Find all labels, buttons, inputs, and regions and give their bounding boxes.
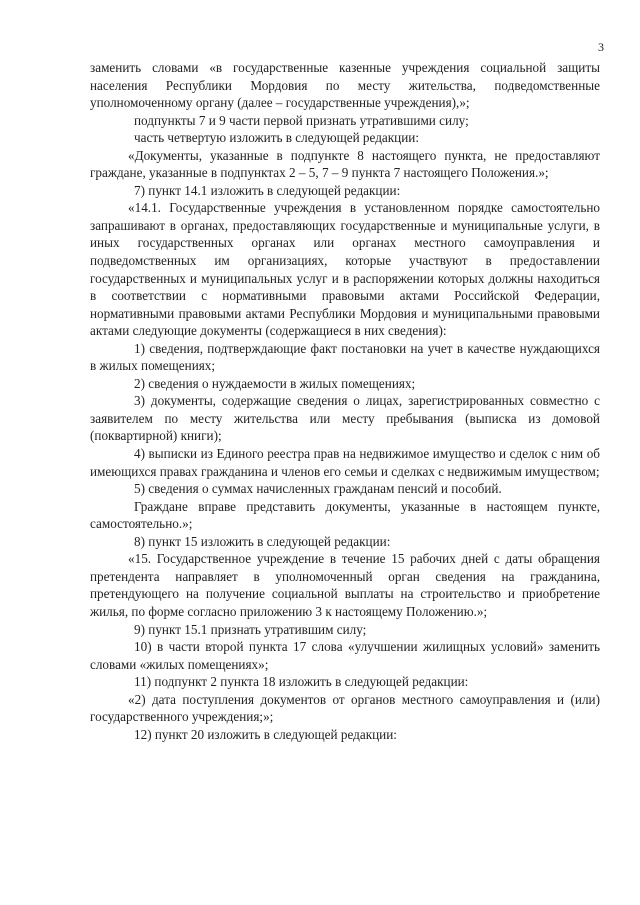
paragraph: «2) дата поступления документов от органов местного самоуправления и (или) государственного учреждения;»; <box>90 691 600 725</box>
page-number: 3 <box>598 40 604 54</box>
paragraph: 11) подпункт 2 пункта 18 изложить в следующей редакции: <box>134 674 469 690</box>
paragraph: «14.1. Государственные учреждения в установленном порядке самостоятельно запрашивают в органах, предоставляющих государственные и муниципальные услуги, в иных государственных органах или органах местного самоуправления и подведомственных им организациях, которые участвуют в предоставлении государственных и муниципальных услуг и в распоряжении которых должны находиться в соответствии с нормативными правовыми актами Российской Федерации, нормативными правовыми актами Республики Мордовия и муниципальными правовыми актами следующие документы (содержащиеся в них сведения): <box>90 200 600 339</box>
paragraph: часть четвертую изложить в следующей редакции: <box>134 130 420 146</box>
paragraph: 10) в части второй пункта 17 слова «улучшении жилищных условий» заменить словами «жилых помещениях»; <box>90 639 600 672</box>
paragraph: 9) пункт 15.1 признать утратившим силу; <box>134 621 367 637</box>
paragraph: 8) пункт 15 изложить в следующей редакции: <box>134 533 391 549</box>
paragraph: подпункты 7 и 9 части первой признать утратившими силу; <box>134 112 469 128</box>
paragraph: 1) сведения, подтверждающие факт постановки на учет в качестве нуждающихся в жилых помещениях; <box>90 340 600 374</box>
paragraph: 7) пункт 14.1 изложить в следующей редакции: <box>134 182 401 198</box>
paragraph: 4) выписки из Единого реестра прав на недвижимое имущество и сделок с ним об имеющихся правах гражданина и членов его семьи и сделках с недвижимым имуществом; <box>90 446 600 479</box>
paragraph: 5) сведения о суммах начисленных гражданам пенсий и пособий. <box>134 481 502 497</box>
paragraph: 12) пункт 20 изложить в следующей редакции: <box>134 726 397 742</box>
paragraph: «Документы, указанные в подпункте 8 настоящего пункта, не предоставляют граждане, указанные в подпунктах 2 – 5, 7 – 9 пункта 7 настоящего Положения.»; <box>90 147 600 181</box>
paragraph: Граждане вправе представить документы, указанные в настоящем пункте, самостоятельно.»; <box>90 498 600 532</box>
paragraph: 2) сведения о нуждаемости в жилых помещениях; <box>134 375 416 391</box>
paragraph: 3) документы, содержащие сведения о лицах, зарегистрированных совместно с заявителем по месту жительства или месту пребывания (выписка из домовой (поквартирной) книги); <box>90 393 600 444</box>
paragraph: «15. Государственное учреждение в течение 15 рабочих дней с даты обращения претендента направляет в уполномоченный орган сведения на гражданина, претендующего на получение социальной выплаты на строительство и приобретение жилья, по форме согласно приложению 3 к настоящему Положению.»; <box>90 551 600 619</box>
document-body <box>90 59 600 743</box>
paragraph: заменить словами «в государственные казенные учреждения социальной защиты населения Республики Мордовия по месту жительства, подведомственные уполномоченному органу (далее – государственные учреждения),»; <box>90 60 600 111</box>
